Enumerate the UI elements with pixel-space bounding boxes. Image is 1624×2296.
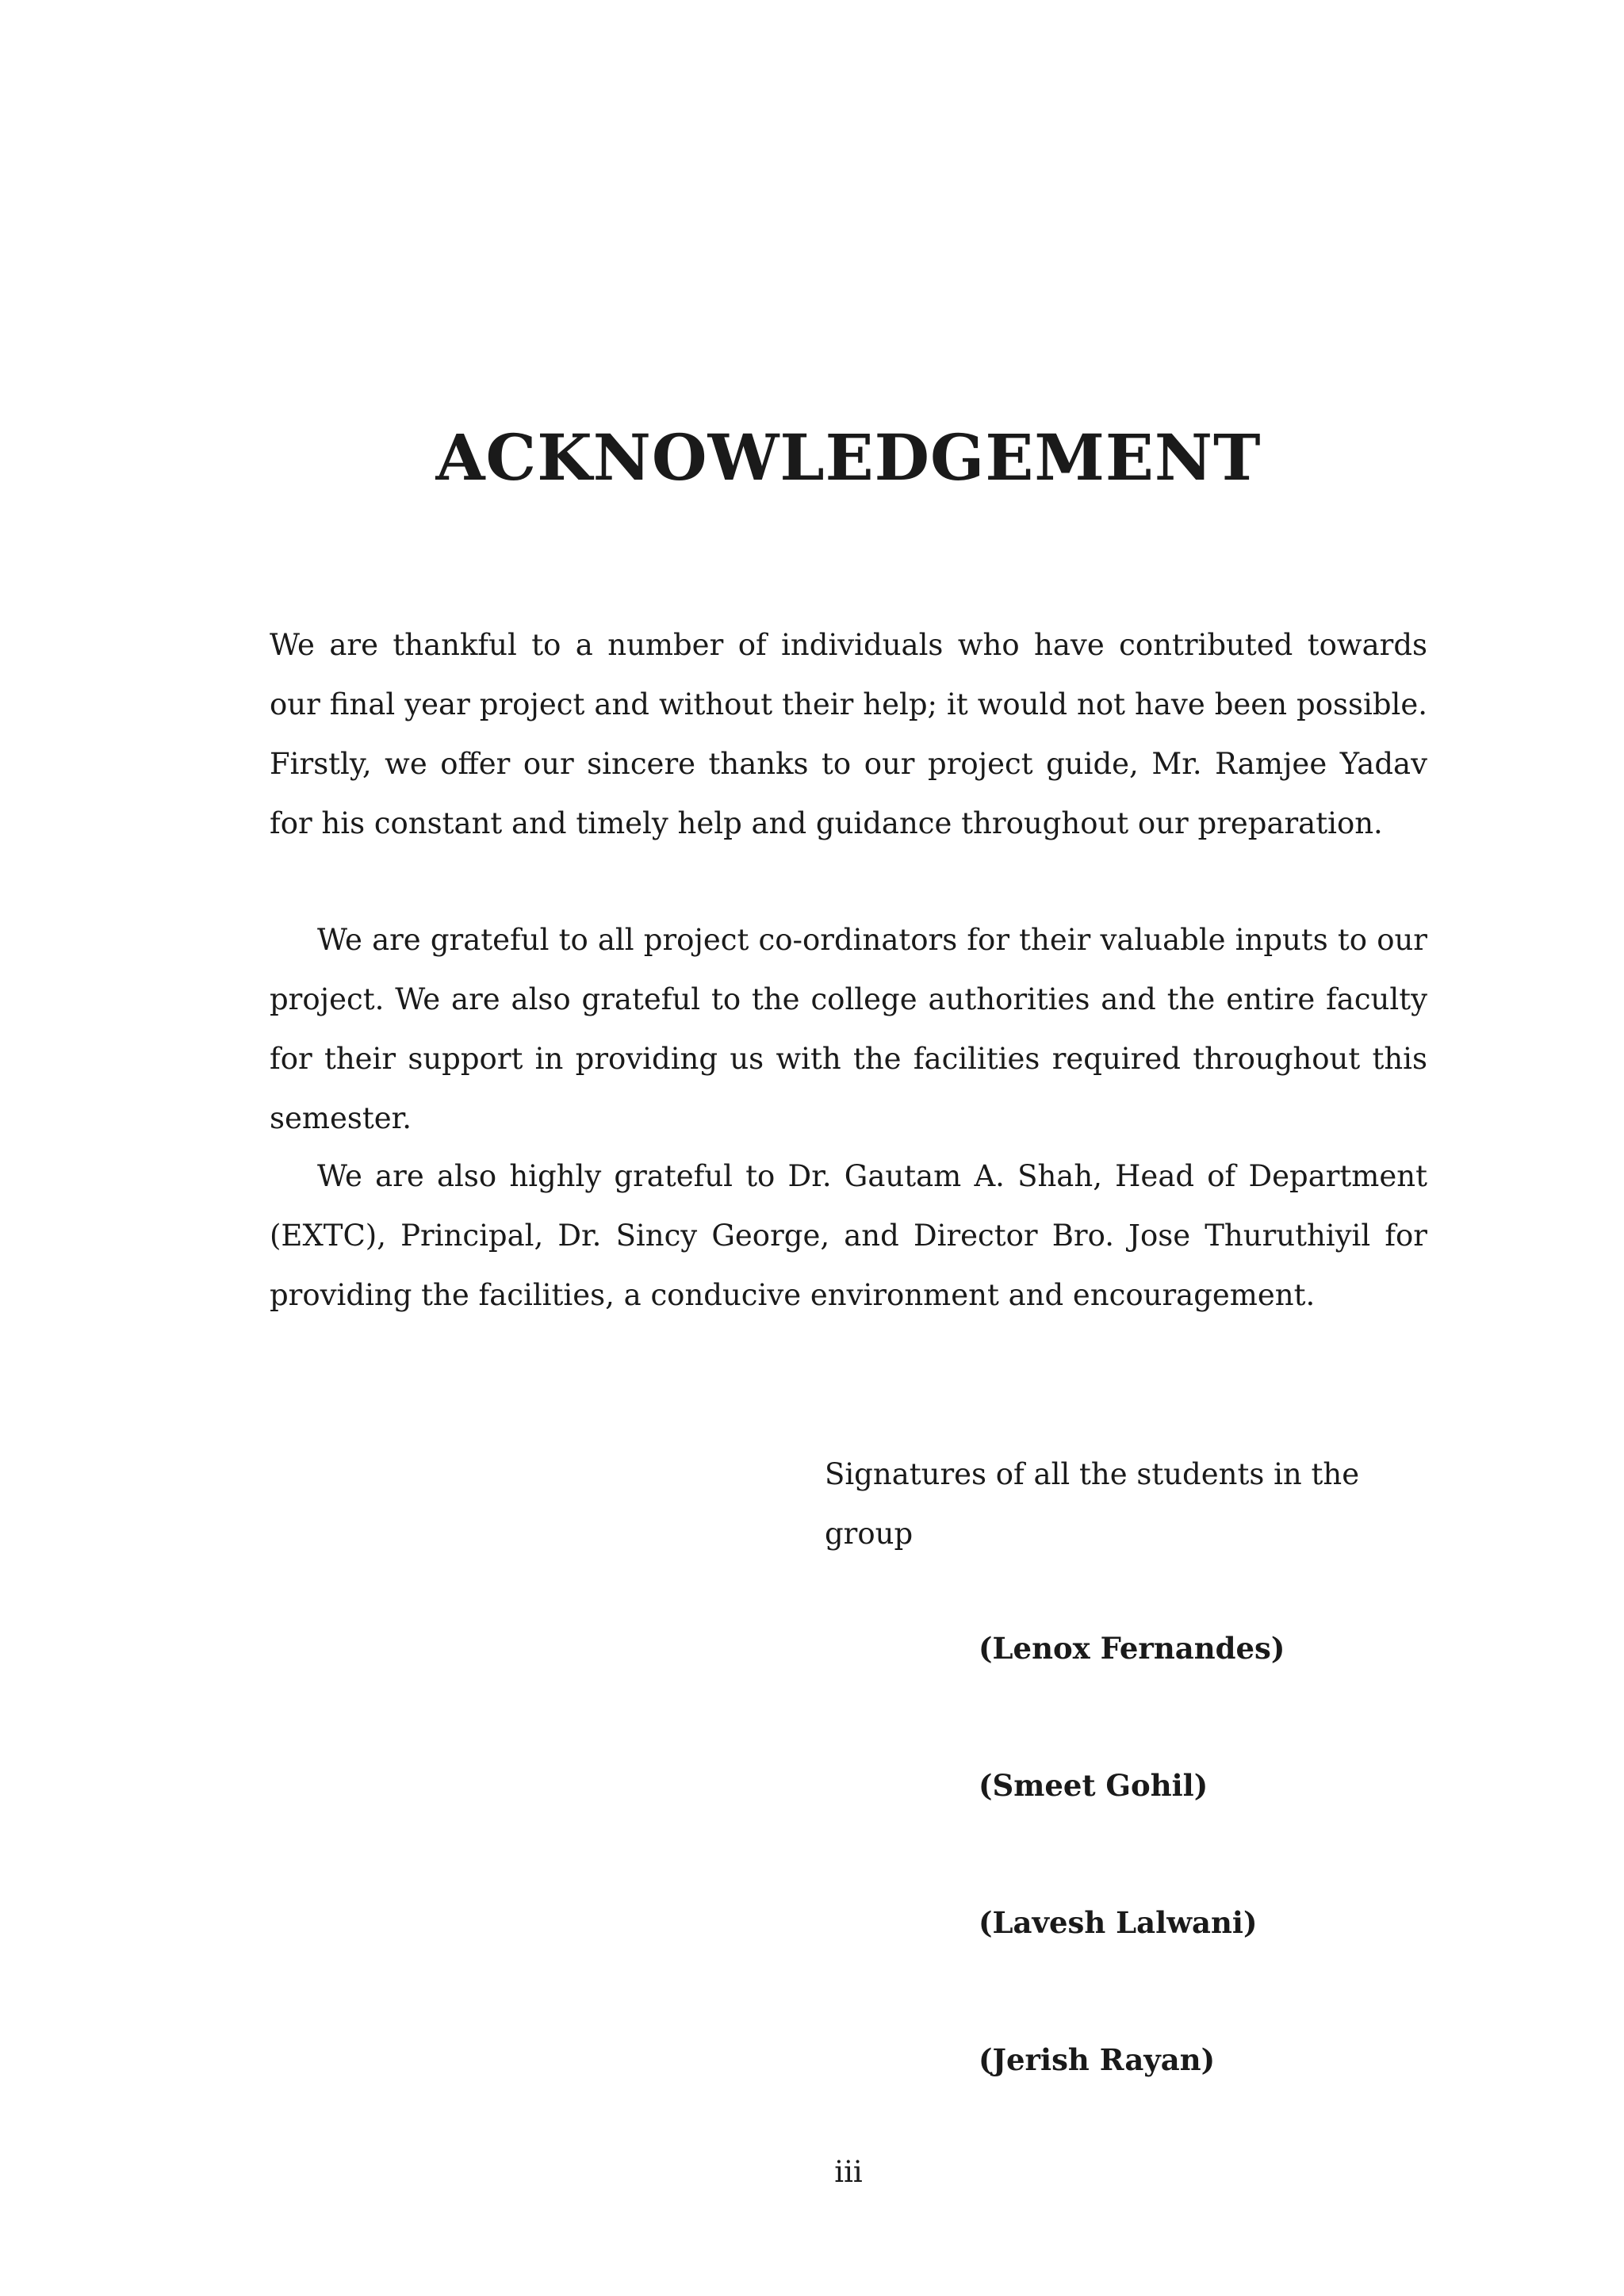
- acknowledgement-paragraph-3: We are also highly grateful to Dr. Gautam A. Shah, Head of Department (EXTC), Principal, Dr. Sincy George, and Director Bro. Jose Thuruthiyil for providing the facilities, a conducive environment and encouragement.: [270, 1159, 1427, 1312]
- page-title: ACKNOWLEDGEMENT: [435, 420, 1262, 495]
- signatory-list: [979, 1619, 1285, 2168]
- signatory-name: (Lenox Fernandes): [979, 1631, 1285, 1666]
- signatory-name: (Lavesh Lalwani): [979, 1905, 1258, 1940]
- signatory-name: (Jerish Rayan): [979, 2042, 1216, 2077]
- signature-label: Signatures of all the students in the group: [825, 1457, 1360, 1551]
- acknowledgement-paragraph-1: We are thankful to a number of individuals who have contributed towards our final year project and without their help; it would not have been possible. Firstly, we offer our sincere thanks to our project guide, Mr. Ramjee Yadav for his constant and timely help and guidance throughout our preparation.: [270, 628, 1427, 840]
- signatory-name: (Smeet Gohil): [979, 1768, 1208, 1803]
- acknowledgement-paragraph-2: We are grateful to all project co-ordinators for their valuable inputs to our project. We are also grateful to the college authorities and the entire faculty for their support in providing us with the facilities required throughout this semester.: [270, 923, 1427, 1135]
- page-number: iii: [834, 2155, 863, 2189]
